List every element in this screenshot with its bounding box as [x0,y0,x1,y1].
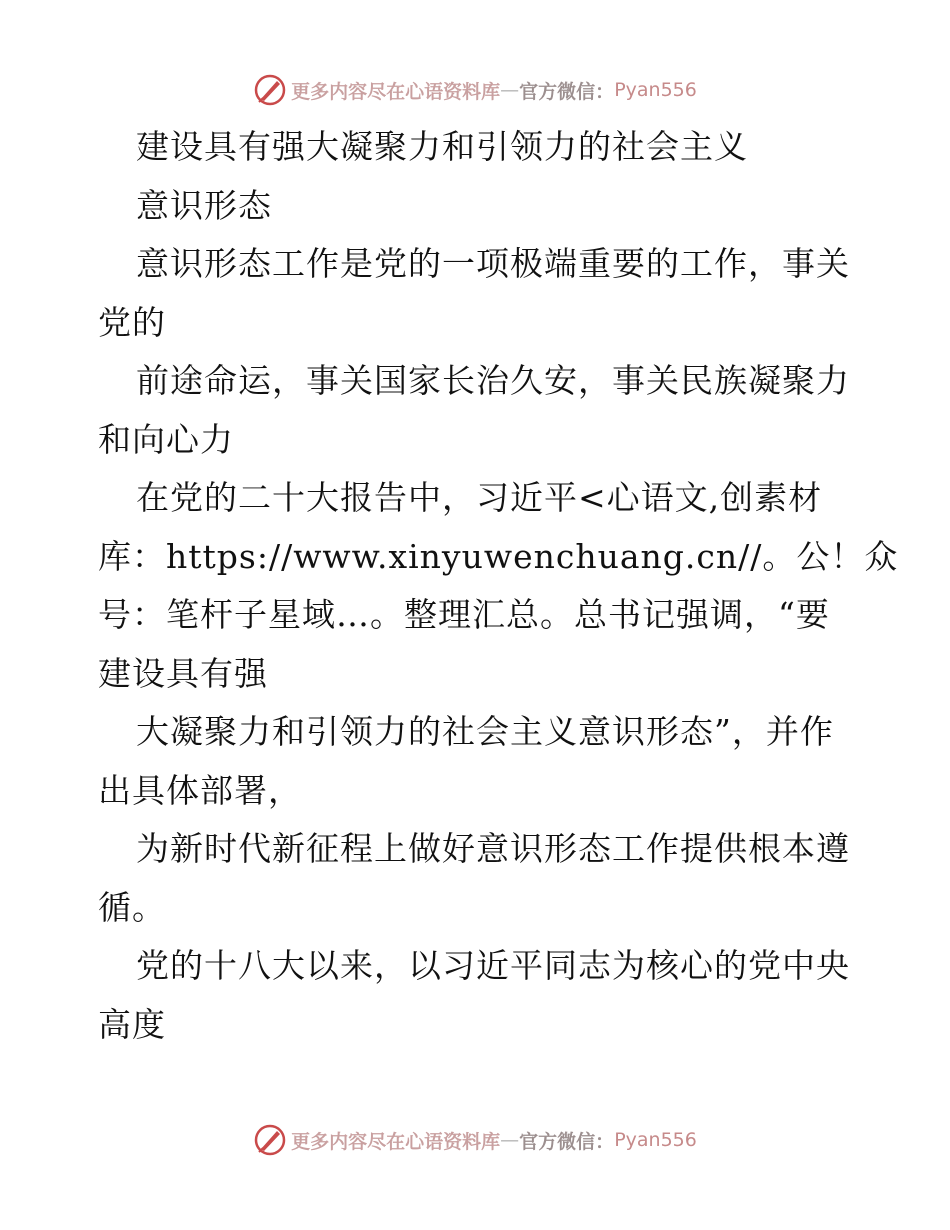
banner-site-text: 更多内容尽在心语资料库 [291,80,501,103]
banner-site-text: 更多内容尽在心语资料库 [291,1130,501,1153]
doc-line: 为新时代新征程上做好意识形态工作提供根本遵 [136,829,850,868]
doc-line: 建设具有强 [98,653,268,693]
doc-line: 和向心力 [98,419,234,459]
banner-wechat-id: Pyan556 [614,1129,697,1151]
doc-line: 循。 [98,887,166,927]
document-body [98,118,899,1054]
banner-wechat-label: 官方微信： [519,1130,615,1153]
banner-wechat-id: Pyan556 [614,79,697,101]
banner-dash: — [500,79,520,101]
doc-line: 号：笔杆子星域…。整理汇总。总书记强调，“要 [98,595,830,634]
doc-line: 意识形态工作是党的一项极端重要的工作，事关 [136,244,850,283]
quill-pen-logo-icon [253,1123,287,1157]
banner-wechat-label: 官方微信： [519,80,615,103]
doc-line: 库：https://www.xinyuwenchuang.cn//。公！众 [98,536,899,576]
doc-line: 前途命运，事关国家长治久安，事关民族凝聚力 [136,361,850,400]
banner-dash: — [500,1129,520,1151]
doc-line: 高度 [98,1004,166,1044]
doc-line: 建设具有强大凝聚力和引领力的社会主义 [136,127,748,166]
header-banner [0,70,950,110]
quill-pen-logo-icon [253,73,287,107]
doc-line: 大凝聚力和引领力的社会主义意识形态”，并作 [136,712,834,751]
doc-line: 党的 [98,302,166,342]
doc-line: 意识形态 [136,185,272,225]
doc-line: 在党的二十大报告中，习近平<心语文,创素材 [136,478,823,517]
footer-banner [0,1120,950,1160]
doc-line: 党的十八大以来，以习近平同志为核心的党中央 [136,946,850,985]
doc-line: 出具体部署， [98,770,302,810]
